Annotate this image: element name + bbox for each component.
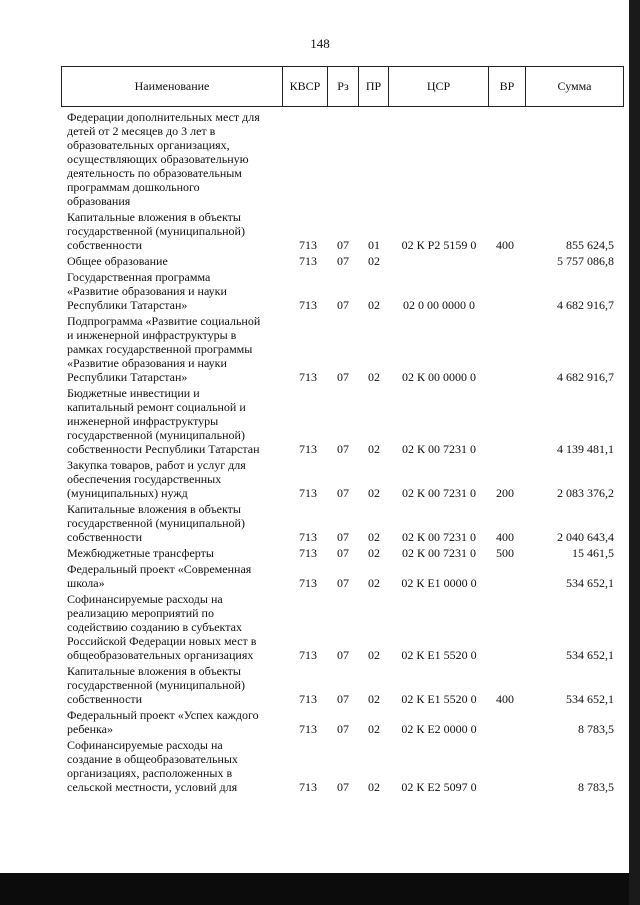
cell-kvsr: 713: [299, 442, 317, 456]
page-number: 148: [310, 36, 330, 51]
cell-csr: 02 К Е2 0000 0: [401, 722, 477, 736]
cell-pr: 02: [368, 442, 380, 456]
cell-rz: 07: [337, 546, 349, 560]
row-name: [67, 314, 277, 384]
table-row: [0, 254, 640, 268]
cell-csr: 02 0 00 0000 0: [403, 298, 475, 312]
header-kvsr: КВСР: [289, 79, 321, 93]
cell-sum: 4 682 916,7: [557, 370, 614, 384]
row-name-line: программам дошкольного: [67, 180, 200, 194]
row-name-line: «Развитие образования и науки: [67, 356, 227, 370]
cell-sum: 534 652,1: [566, 576, 614, 590]
cell-pr: 02: [368, 780, 380, 794]
table-row: [0, 110, 640, 208]
cell-kvsr: 713: [299, 692, 317, 706]
cell-rz: 07: [337, 576, 349, 590]
row-name: [67, 708, 277, 736]
cell-kvsr: 713: [299, 546, 317, 560]
cell-sum: 855 624,5: [566, 238, 614, 252]
table-row: [0, 546, 640, 560]
row-name-line: государственной (муниципальной): [67, 678, 245, 692]
cell-sum: 534 652,1: [566, 648, 614, 662]
cell-kvsr: 713: [299, 780, 317, 794]
table-row: [0, 592, 640, 662]
cell-rz: 07: [337, 486, 349, 500]
row-name-line: обеспечения государственных: [67, 472, 222, 486]
cell-rz: 07: [337, 722, 349, 736]
row-name-line: Капитальные вложения в объекты: [67, 502, 241, 516]
cell-vr: 400: [496, 692, 514, 706]
row-name-line: детей от 2 месяцев до 3 лет в: [67, 124, 216, 138]
row-name-line: деятельность по образовательным: [67, 166, 242, 180]
cell-kvsr: 713: [299, 370, 317, 384]
cell-sum: 4 682 916,7: [557, 298, 614, 312]
row-name-line: образовательных организациях,: [67, 138, 230, 152]
row-name-line: государственной (муниципальной): [67, 428, 245, 442]
cell-csr: 02 К 00 0000 0: [401, 370, 476, 384]
row-name-line: Государственная программа: [67, 270, 211, 284]
cell-csr: 02 К Е1 5520 0: [401, 692, 477, 706]
cell-pr: 02: [368, 546, 380, 560]
table-right-border: [623, 66, 624, 107]
table-row: [0, 502, 640, 544]
cell-rz: 07: [337, 780, 349, 794]
cell-rz: 07: [337, 370, 349, 384]
cell-kvsr: 713: [299, 486, 317, 500]
cell-rz: 07: [337, 238, 349, 252]
table-row: [0, 458, 640, 500]
header-pr: ПР: [365, 79, 382, 93]
row-name-line: Софинансируемые расходы на: [67, 592, 223, 606]
row-name: [67, 254, 277, 268]
cell-pr: 02: [368, 648, 380, 662]
row-name-line: организациях, расположенных в: [67, 766, 233, 780]
row-name-line: сельской местности, условий для: [67, 780, 238, 794]
cell-rz: 07: [337, 692, 349, 706]
cell-vr: 400: [496, 530, 514, 544]
cell-kvsr: 713: [299, 576, 317, 590]
cell-rz: 07: [337, 298, 349, 312]
cell-kvsr: 713: [299, 238, 317, 252]
row-name: [67, 270, 277, 312]
row-name-line: Федерации дополнительных мест для: [67, 110, 260, 124]
row-name: [67, 502, 277, 544]
row-name-line: Капитальные вложения в объекты: [67, 210, 241, 224]
header-sum: Сумма: [557, 79, 592, 93]
table-row: [0, 562, 640, 590]
cell-kvsr: 713: [299, 254, 317, 268]
cell-sum: 8 783,5: [578, 722, 614, 736]
cell-rz: 07: [337, 530, 349, 544]
cell-vr: 400: [496, 238, 514, 252]
cell-kvsr: 713: [299, 530, 317, 544]
row-name-line: Межбюджетные трансферты: [67, 546, 214, 560]
cell-pr: 02: [368, 370, 380, 384]
row-name-line: школа»: [67, 576, 105, 590]
row-name: [67, 386, 277, 456]
scan-right-edge: [629, 0, 640, 905]
row-name-line: государственной (муниципальной): [67, 224, 245, 238]
header-vr: ВР: [499, 79, 515, 93]
cell-sum: 5 757 086,8: [557, 254, 614, 268]
row-name-line: Общее образование: [67, 254, 168, 268]
cell-rz: 07: [337, 254, 349, 268]
row-name-line: собственности: [67, 692, 143, 706]
row-name-line: создание в общеобразовательных: [67, 752, 238, 766]
row-name-line: (муниципальных) нужд: [67, 486, 188, 500]
table-row: [0, 664, 640, 706]
row-name-line: «Развитие образования и науки: [67, 284, 227, 298]
cell-pr: 02: [368, 530, 380, 544]
table-row: [0, 738, 640, 794]
row-name-line: Республики Татарстан»: [67, 298, 188, 312]
row-name: [67, 458, 277, 500]
cell-csr: 02 К 00 7231 0: [401, 486, 476, 500]
row-name-line: содействию созданию в субъектах: [67, 620, 242, 634]
cell-sum: 2 040 643,4: [557, 530, 614, 544]
table-row: [0, 270, 640, 312]
table-row: [0, 210, 640, 252]
cell-pr: 02: [368, 722, 380, 736]
table-row: [0, 314, 640, 384]
row-name-line: собственности: [67, 530, 143, 544]
row-name-line: инженерной инфраструктуры: [67, 414, 219, 428]
row-name: [67, 110, 277, 208]
scan-bottom-edge: [0, 873, 640, 905]
row-name-line: собственности Республики Татарстан: [67, 442, 260, 456]
cell-pr: 02: [368, 692, 380, 706]
row-name-line: капитальный ремонт социальной и: [67, 400, 246, 414]
cell-pr: 02: [368, 576, 380, 590]
cell-rz: 07: [337, 442, 349, 456]
row-name-line: Республики Татарстан»: [67, 370, 188, 384]
cell-kvsr: 713: [299, 722, 317, 736]
row-name-line: образования: [67, 194, 131, 208]
row-name-line: рамках государственной программы: [67, 342, 253, 356]
row-name-line: Капитальные вложения в объекты: [67, 664, 241, 678]
row-name-line: Федеральный проект «Современная: [67, 562, 252, 576]
row-name-line: Российской Федерации новых мест в: [67, 634, 257, 648]
cell-csr: 02 К Р2 5159 0: [401, 238, 477, 252]
row-name: [67, 738, 277, 794]
row-name-line: реализацию мероприятий по: [67, 606, 214, 620]
row-name-line: Подпрограмма «Развитие социальной: [67, 314, 261, 328]
row-name-line: Софинансируемые расходы на: [67, 738, 223, 752]
row-name-line: Бюджетные инвестиции и: [67, 386, 200, 400]
row-name-line: Закупка товаров, работ и услуг для: [67, 458, 246, 472]
row-name-line: ребенка»: [67, 722, 113, 736]
cell-csr: 02 К Е1 5520 0: [401, 648, 477, 662]
cell-kvsr: 713: [299, 298, 317, 312]
row-name-line: собственности: [67, 238, 143, 252]
cell-csr: 02 К Е2 5097 0: [401, 780, 477, 794]
table-row: [0, 708, 640, 736]
cell-sum: 2 083 376,2: [557, 486, 614, 500]
cell-kvsr: 713: [299, 648, 317, 662]
row-name-line: и инженерной инфраструктуры в: [67, 328, 237, 342]
row-name: [67, 210, 277, 252]
cell-csr: 02 К Е1 0000 0: [401, 576, 477, 590]
cell-sum: 8 783,5: [578, 780, 614, 794]
row-name-line: осуществляющих образовательную: [67, 152, 249, 166]
row-name: [67, 562, 277, 590]
cell-rz: 07: [337, 648, 349, 662]
cell-pr: 01: [368, 238, 380, 252]
cell-csr: 02 К 00 7231 0: [401, 546, 476, 560]
row-name: [67, 546, 277, 560]
row-name: [67, 592, 277, 662]
header-csr: ЦСР: [426, 79, 451, 93]
row-name-line: государственной (муниципальной): [67, 516, 245, 530]
cell-sum: 15 461,5: [572, 546, 614, 560]
cell-pr: 02: [368, 298, 380, 312]
cell-csr: 02 К 00 7231 0: [401, 530, 476, 544]
cell-vr: 200: [496, 486, 514, 500]
cell-sum: 534 652,1: [566, 692, 614, 706]
table-row: [0, 386, 640, 456]
cell-pr: 02: [368, 486, 380, 500]
row-name-line: общеобразовательных организациях: [67, 648, 254, 662]
cell-vr: 500: [496, 546, 514, 560]
header-name: Наименование: [134, 79, 210, 93]
cell-pr: 02: [368, 254, 380, 268]
row-name: [67, 664, 277, 706]
row-name-line: Федеральный проект «Успех каждого: [67, 708, 259, 722]
cell-csr: 02 К 00 7231 0: [401, 442, 476, 456]
header-rz: Рз: [337, 79, 349, 93]
cell-sum: 4 139 481,1: [557, 442, 614, 456]
